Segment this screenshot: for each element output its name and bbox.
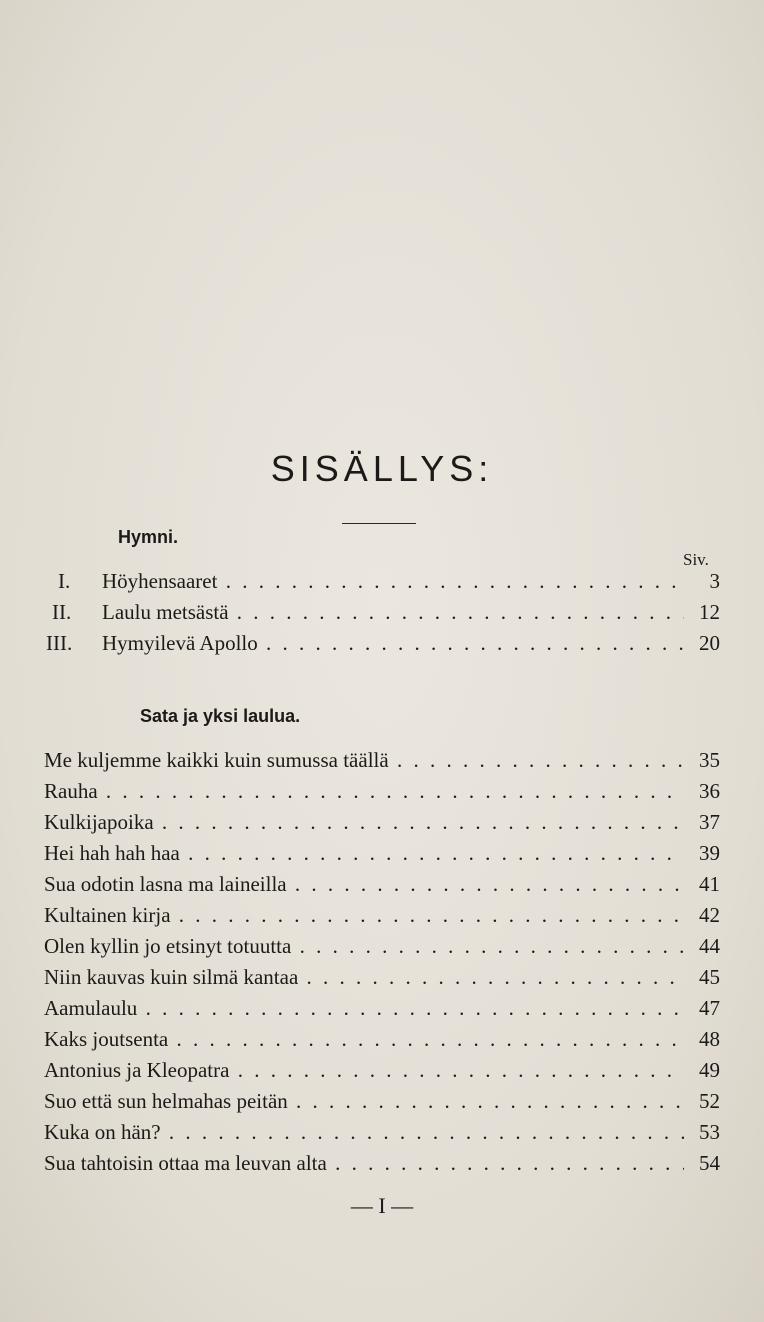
toc-list-hymni [44,566,720,659]
page-column-label: Siv. [683,550,709,569]
section-heading-hymni: Hymni. [118,527,179,547]
entry-title: Kuka on hän? . . . [44,1117,684,1148]
entry-title: Rauha . . . [44,776,684,807]
toc-entry[interactable] [44,1117,720,1148]
entry-title: Aamulaulu . . . [44,993,684,1024]
entry-page: 3 [709,569,720,593]
entry-title: Kultainen kirja . . . [44,900,684,931]
toc-entry[interactable] [44,776,720,807]
toc-list-songs [44,745,720,1179]
toc-entry[interactable] [44,1148,720,1179]
entry-title: Antonius ja Kleopatra . . . [44,1055,684,1086]
toc-entry[interactable] [44,869,720,900]
section-heading-sata-ja-yksi-laulua: Sata ja yksi laulua. [140,706,301,726]
entry-title: Hymyilevä Apollo . . . [102,628,684,659]
entry-page: 20 [699,631,720,655]
entry-page: 35 [699,748,720,772]
toc-entry[interactable] [44,900,720,931]
entry-numeral: II. [52,600,72,624]
entry-page: 54 [699,1151,720,1175]
entry-page: 45 [699,965,720,989]
entry-title: Me kuljemme kaikki kuin sumussa täällä . . . [44,745,684,776]
entry-title: Hei hah hah haa . . . [44,838,684,869]
entry-page: 36 [699,779,720,803]
entry-title: Laulu metsästä . . . [102,597,684,628]
toc-entry[interactable] [44,838,720,869]
toc-entry[interactable] [44,566,720,597]
entry-title: Kaks joutsenta . . . [44,1024,684,1055]
entry-page: 44 [699,934,720,958]
toc-entry[interactable] [44,597,720,628]
toc-entry[interactable] [44,1055,720,1086]
entry-title: Suo että sun helmahas peitän . . . [44,1086,684,1117]
entry-page: 47 [699,996,720,1020]
entry-page: 37 [699,810,720,834]
toc-entry[interactable] [44,993,720,1024]
entry-title: Niin kauvas kuin silmä kantaa . . . [44,962,684,993]
entry-page: 48 [699,1027,720,1051]
entry-page: 52 [699,1089,720,1113]
entry-title: Höyhensaaret . . . [102,566,684,597]
entry-page: 42 [699,903,720,927]
entry-title: Sua tahtoisin ottaa ma leuvan alta . . . [44,1148,684,1179]
entry-title: Sua odotin lasna ma laineilla . . . [44,869,684,900]
toc-entry[interactable] [44,628,720,659]
entry-page: 53 [699,1120,720,1144]
toc-entry[interactable] [44,931,720,962]
entry-numeral: I. [58,569,71,593]
entry-page: 49 [699,1058,720,1082]
page-title: SISÄLLYS: [270,448,494,489]
toc-entry[interactable] [44,745,720,776]
page-folio: — I — [350,1193,414,1218]
entry-page: 39 [699,841,720,865]
title-rule [342,523,416,524]
entry-page: 41 [699,872,720,896]
toc-entry[interactable] [44,1024,720,1055]
entry-title: Olen kyllin jo etsinyt totuutta . . . [44,931,684,962]
entry-title: Kulkijapoika . . . [44,807,684,838]
toc-entry[interactable] [44,807,720,838]
toc-entry[interactable] [44,1086,720,1117]
toc-entry[interactable] [44,962,720,993]
entry-numeral: III. [46,631,73,655]
entry-page: 12 [699,600,720,624]
